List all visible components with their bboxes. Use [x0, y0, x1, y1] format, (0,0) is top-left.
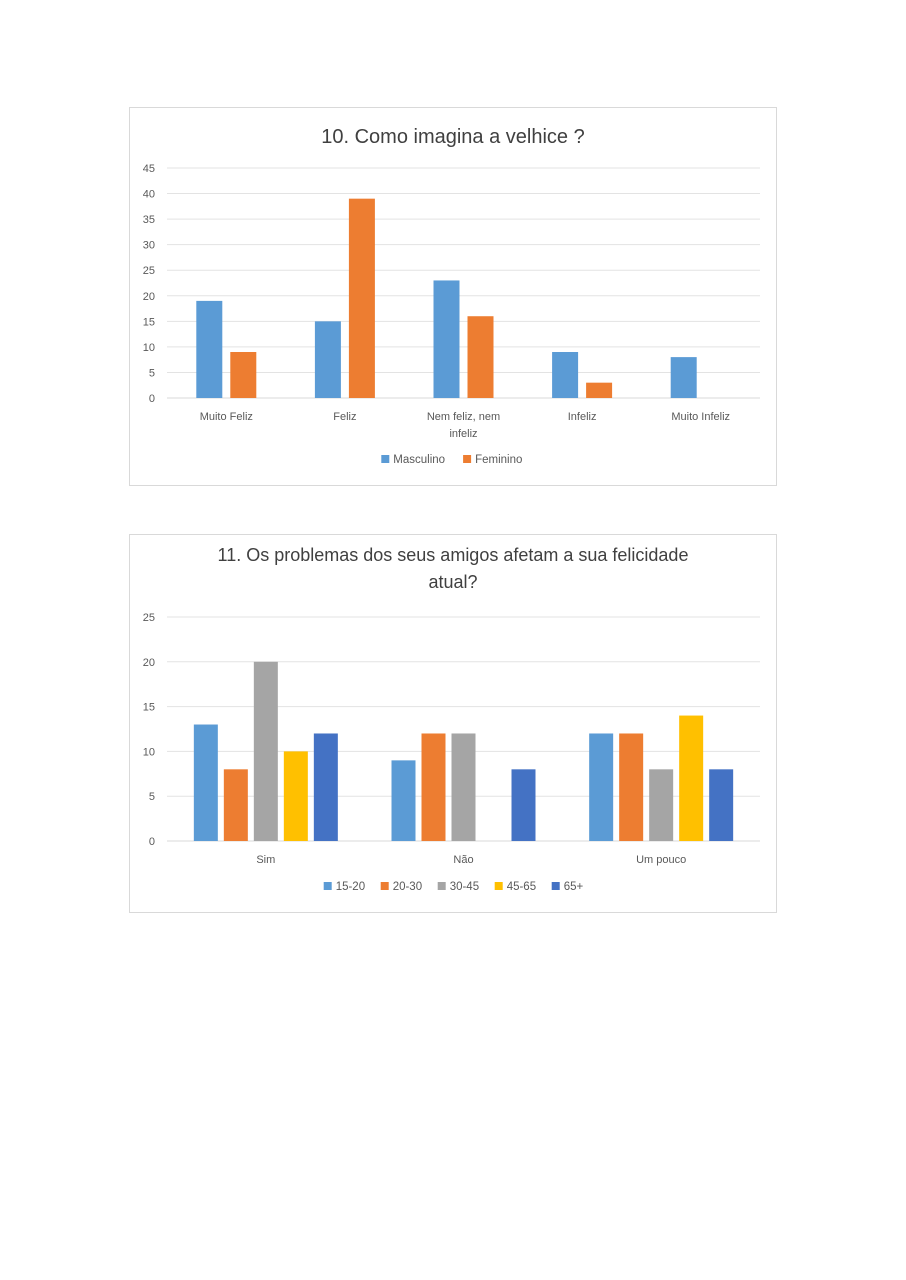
legend-swatch	[495, 882, 503, 890]
x-tick-label: Um pouco	[636, 854, 687, 866]
chart-velhice-svg	[130, 108, 776, 485]
legend-swatch	[324, 882, 332, 890]
x-tick-label: Muito Feliz	[199, 411, 253, 423]
bar	[679, 716, 703, 841]
bar	[552, 352, 578, 398]
y-tick-label: 5	[148, 791, 155, 804]
x-tick-label: Muito Infeliz	[671, 411, 731, 423]
bar	[224, 769, 248, 841]
chart-title: 10. Como imagina a velhice ?	[321, 126, 585, 148]
chart-title-line: 11. Os problemas dos seus amigos afetam a sua felicidade	[217, 545, 689, 565]
y-tick-label: 20	[142, 290, 155, 303]
legend-swatch	[438, 882, 446, 890]
y-tick-label: 0	[148, 393, 155, 405]
bar	[315, 321, 341, 398]
x-tick-label: Infeliz	[567, 411, 597, 423]
chart-amigos-svg	[130, 535, 776, 912]
y-tick-label: 15	[142, 316, 155, 329]
bar	[254, 662, 278, 841]
bar	[512, 769, 536, 841]
chart-title-line: atual?	[428, 572, 478, 592]
bar	[586, 383, 612, 398]
bar	[422, 733, 446, 841]
legend-label: 15-20	[335, 881, 366, 893]
bar	[196, 301, 222, 398]
bar	[314, 733, 338, 841]
legend-swatch	[552, 882, 560, 890]
bar	[468, 316, 494, 398]
x-tick-label: Não	[453, 854, 474, 866]
x-tick-label: Nem feliz, nem infeliz	[426, 411, 501, 440]
bar	[589, 733, 613, 841]
bar	[619, 733, 643, 841]
bar	[392, 760, 416, 841]
bar	[709, 769, 733, 841]
bar	[434, 280, 460, 398]
legend-label: 30-45	[449, 881, 480, 893]
y-tick-label: 45	[142, 163, 155, 175]
legend-label: Feminino	[475, 454, 523, 466]
chart-amigos	[129, 534, 777, 913]
y-tick-label: 10	[142, 746, 155, 759]
y-tick-label: 10	[142, 341, 155, 354]
x-tick-label: Feliz	[333, 411, 357, 423]
y-tick-label: 5	[148, 367, 155, 380]
bar	[349, 199, 375, 398]
legend-label: 45-65	[506, 881, 537, 893]
x-tick-label: Sim	[256, 854, 276, 866]
y-tick-label: 15	[142, 701, 155, 714]
legend-swatch	[381, 882, 389, 890]
y-tick-label: 35	[142, 214, 155, 227]
legend-label: 65+	[563, 881, 584, 893]
y-tick-label: 25	[142, 612, 155, 624]
legend-swatch	[381, 455, 389, 463]
y-tick-label: 0	[148, 836, 155, 848]
y-tick-label: 20	[142, 656, 155, 669]
bar	[649, 769, 673, 841]
bar	[671, 357, 697, 398]
y-tick-label: 40	[142, 188, 155, 201]
legend-label: 20-30	[392, 881, 423, 893]
bar	[284, 751, 308, 841]
bar	[230, 352, 256, 398]
legend-swatch	[463, 455, 471, 463]
y-tick-label: 30	[142, 239, 155, 252]
bar	[194, 725, 218, 841]
y-tick-label: 25	[142, 265, 155, 278]
legend-label: Masculino	[393, 454, 446, 466]
bar	[452, 733, 476, 841]
chart-velhice	[129, 107, 777, 486]
